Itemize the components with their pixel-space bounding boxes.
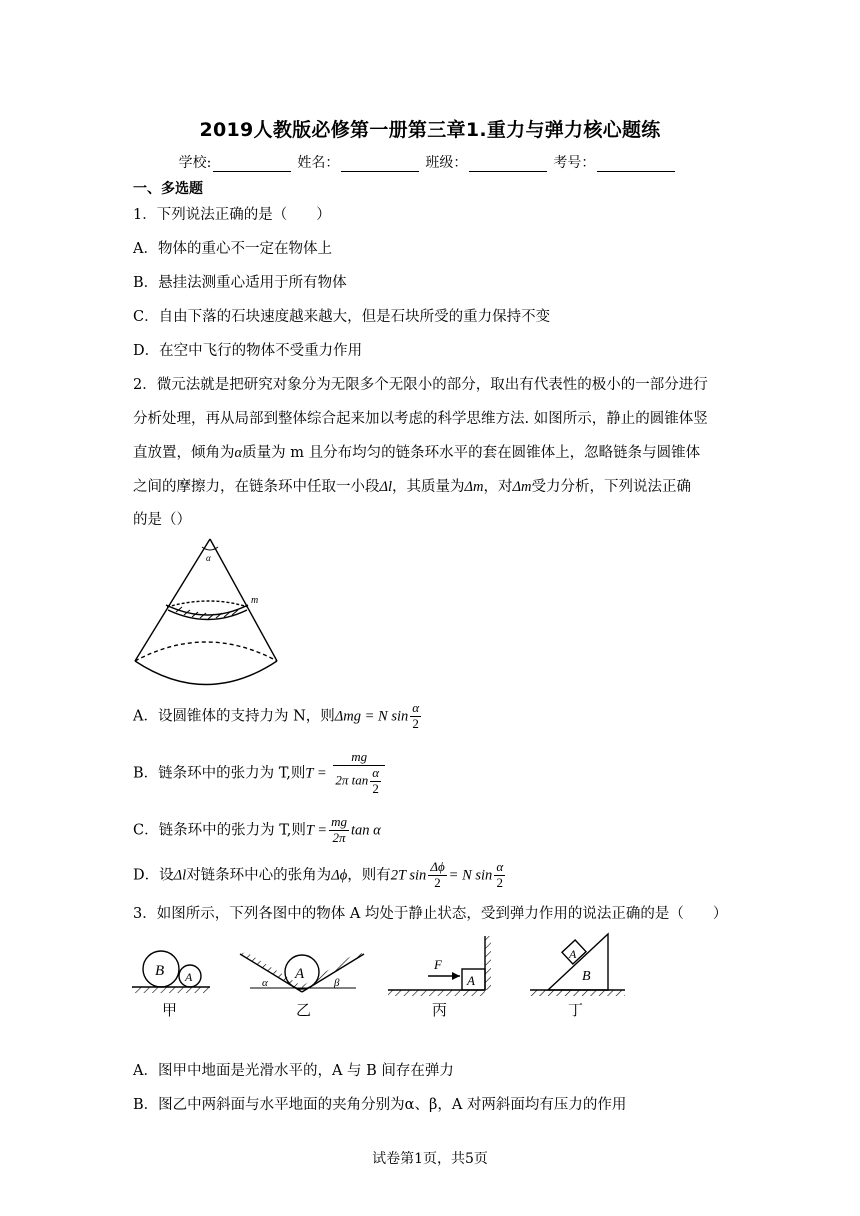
q2-option-c bbox=[133, 815, 381, 846]
exam-no-blank bbox=[597, 157, 675, 172]
q2-option-c-lhs: T = bbox=[305, 822, 328, 839]
q3-option-a: A．图甲中地面是光滑水平的，A 与 B 间存在弹力 bbox=[133, 1063, 454, 1079]
q2-delta-m: Δm bbox=[512, 479, 532, 495]
q2-option-a-label: A．设圆锥体的支持力为 N，则 bbox=[133, 708, 335, 725]
figure-yi bbox=[240, 952, 364, 1019]
class-blank bbox=[469, 157, 547, 172]
alpha-over-two bbox=[410, 701, 421, 732]
q2-text: ，其质量为 bbox=[392, 479, 465, 495]
class-label: 班级： bbox=[425, 155, 468, 171]
q2-alpha: α bbox=[234, 445, 243, 461]
frac-den: 2 bbox=[434, 874, 441, 890]
frac-den: 2 bbox=[372, 780, 379, 796]
section-title: 一、多选题 bbox=[133, 181, 203, 197]
q2-delta-phi: Δϕ bbox=[331, 867, 348, 884]
cone-figure bbox=[130, 533, 292, 691]
q2-option-b-label: B．链条环中的张力为 T,则 bbox=[133, 765, 306, 782]
student-info-row bbox=[0, 152, 860, 172]
frac-den: 2 bbox=[496, 874, 503, 890]
frac-den-text: 2π tan bbox=[335, 772, 369, 788]
q1-option-d: D．在空中飞行的物体不受重力作用 bbox=[133, 343, 363, 359]
school-label: 学校: bbox=[178, 155, 212, 171]
q2-text: 受力分析，下列说法正确 bbox=[531, 479, 692, 495]
q2-text: 质量为 m 且分布均匀的链条环水平的套在圆锥体上，忽略链条与圆锥体 bbox=[242, 445, 701, 461]
figure-jia bbox=[132, 951, 210, 1019]
frac-den bbox=[333, 766, 385, 797]
q2-option-b bbox=[133, 750, 387, 797]
alpha-over-two bbox=[370, 766, 381, 797]
q2-option-c-label: C．链条环中的张力为 T,则 bbox=[133, 822, 306, 839]
yi-a-label: A bbox=[295, 966, 305, 982]
q2-text: 直放置，倾角为 bbox=[133, 445, 235, 461]
ding-b-label: B bbox=[582, 969, 591, 984]
page-title: 2019人教版必修第一册第三章1.重力与弹力核心题练 bbox=[199, 119, 661, 141]
q2-delta-l: Δl bbox=[379, 479, 393, 495]
frac-num: α bbox=[372, 764, 380, 780]
mg-over-2pi bbox=[329, 815, 349, 846]
cone-alpha-label: α bbox=[206, 553, 211, 563]
class-field bbox=[425, 152, 547, 172]
jia-a-label: A bbox=[185, 970, 193, 984]
q1-option-a: A．物体的重心不一定在物体上 bbox=[133, 241, 332, 257]
q2-option-b-lhs: T = bbox=[305, 765, 327, 782]
frac-den: 2π bbox=[332, 829, 346, 845]
frac-num: mg bbox=[333, 750, 385, 766]
name-blank bbox=[341, 157, 419, 172]
q2-option-d-label: D．设 bbox=[133, 867, 174, 884]
name-label: 姓名： bbox=[297, 155, 340, 171]
alpha-over-two bbox=[494, 860, 505, 891]
q2-option-c-tail: tan α bbox=[350, 822, 381, 839]
q3-stem: 3．如图所示，下列各图中的物体 A 均处于静止状态，受到弹力作用的说法正确的是（ ） bbox=[133, 906, 728, 922]
figure-ding bbox=[530, 934, 625, 1019]
q2-option-d-formula: 2T sin bbox=[390, 867, 427, 884]
bing-a-label: A bbox=[467, 973, 475, 988]
q2-stem-line-4 bbox=[133, 475, 691, 496]
name-field bbox=[297, 152, 419, 172]
q2-delta-l: Δl bbox=[173, 867, 187, 884]
q2-stem-line-3 bbox=[133, 441, 700, 462]
school-blank bbox=[213, 157, 291, 172]
q1-option-c: C．自由下落的石块速度越来越大，但是石块所受的重力保持不变 bbox=[133, 309, 551, 325]
q2-option-a bbox=[133, 701, 423, 732]
ding-a-label: A bbox=[569, 947, 577, 961]
frac-num: Δϕ bbox=[430, 859, 445, 874]
school-field bbox=[179, 152, 292, 172]
yi-alpha-label: α bbox=[262, 977, 268, 989]
exam-no-label: 考号： bbox=[553, 155, 596, 171]
page-footer: 试卷第1页，共5页 bbox=[372, 1151, 488, 1167]
tension-fraction bbox=[333, 750, 385, 797]
ding-caption: 丁 bbox=[568, 1003, 584, 1019]
yi-beta-label: β bbox=[334, 977, 340, 989]
q2-text: ，对 bbox=[483, 479, 513, 495]
jia-b-label: B bbox=[155, 963, 165, 979]
q1-stem: 1．下列说法正确的是（ ） bbox=[133, 207, 331, 223]
q2-stem-line-5: 的是（） bbox=[133, 512, 191, 528]
dphi-over-two bbox=[428, 860, 446, 891]
bing-caption: 丙 bbox=[432, 1003, 448, 1019]
jia-caption: 甲 bbox=[162, 1003, 178, 1019]
yi-caption: 乙 bbox=[296, 1003, 312, 1019]
q2-stem-line-2: 分析处理，再从局部到整体综合起来加以考虑的科学思维方法. 如图所示，静止的圆锥体竖 bbox=[133, 411, 708, 427]
q2-text: 对链条环中心的张角为 bbox=[186, 867, 332, 884]
q2-text: ，则有 bbox=[347, 867, 391, 884]
q3-figures bbox=[130, 930, 630, 1020]
q2-option-d bbox=[133, 860, 507, 891]
cone-m-label: m bbox=[251, 595, 259, 606]
frac-den: 2 bbox=[412, 715, 419, 731]
frac-num: α bbox=[412, 700, 420, 715]
frac-num: mg bbox=[331, 814, 347, 829]
exam-no-field bbox=[553, 152, 675, 172]
bing-f-label: F bbox=[434, 957, 442, 972]
q1-option-b: B．悬挂法测重心适用于所有物体 bbox=[133, 275, 347, 291]
q2-option-a-formula: Δmg = N sin bbox=[334, 708, 409, 725]
q2-delta-m: Δm bbox=[464, 479, 484, 495]
q2-stem-line-1: 2．微元法就是把研究对象分为无限多个无限小的部分，取出有代表性的极小的一部分进行 bbox=[133, 377, 708, 393]
q2-option-d-formula: = N sin bbox=[448, 867, 493, 884]
frac-num: α bbox=[496, 859, 504, 874]
figure-bing bbox=[388, 936, 491, 1019]
q2-text: 之间的摩擦力，在链条环中任取一小段 bbox=[133, 479, 380, 495]
q3-option-b: B．图乙中两斜面与水平地面的夹角分别为α、β，A 对两斜面均有压力的作用 bbox=[133, 1097, 627, 1113]
